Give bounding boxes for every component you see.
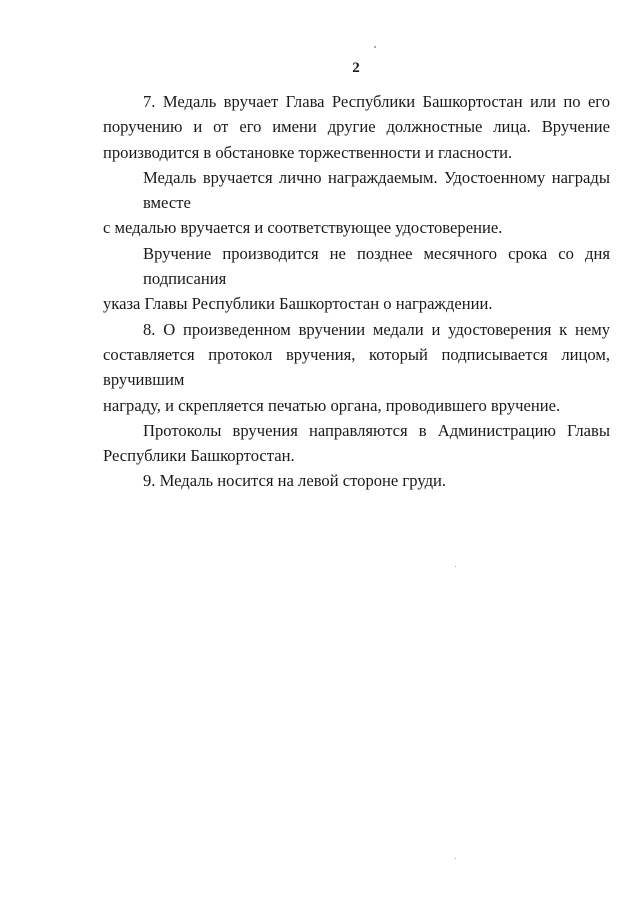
paragraph-protocols — [103, 418, 610, 469]
scan-speck — [455, 858, 456, 859]
text-line: награду, и скрепляется печатью органа, проводившего вручение. — [103, 395, 561, 415]
text-line: составляется протокол вручения, который подписывается лицом, вручившим — [103, 344, 610, 390]
document-body — [103, 89, 610, 494]
page-number: 2 — [352, 60, 360, 76]
text-line: 8. О произведенном вручении медали и удостоверения к нему — [143, 319, 610, 339]
text-line: Вручение производится не позднее месячного срока со дня подписания — [143, 243, 610, 289]
paragraph-deadline — [103, 241, 610, 317]
paragraph-delivery — [103, 165, 610, 241]
text-line: 9. Медаль носится на левой стороне груди. — [143, 471, 447, 491]
text-line: поручению и от его имени другие должностные лица. Вручение — [103, 117, 610, 137]
text-line: Протоколы вручения направляются в Администрацию Главы — [143, 420, 610, 440]
paragraph-8 — [103, 317, 610, 418]
text-line: с медалью вручается и соответствующее удостоверение. — [103, 218, 503, 238]
paragraph-9 — [103, 468, 610, 493]
text-line: Республики Башкортостан. — [103, 446, 295, 466]
scan-speck — [374, 46, 376, 48]
text-line: Медаль вручается лично награждаемым. Удостоенному награды вместе — [143, 167, 610, 213]
paragraph-7 — [103, 89, 610, 165]
scan-speck — [455, 566, 456, 567]
text-line: 7. Медаль вручает Глава Республики Башкортостан или по его — [143, 92, 610, 111]
text-line: производится в обстановке торжественности и гласности. — [103, 142, 513, 162]
text-line: указа Главы Республики Башкортостан о награждении. — [103, 294, 493, 314]
